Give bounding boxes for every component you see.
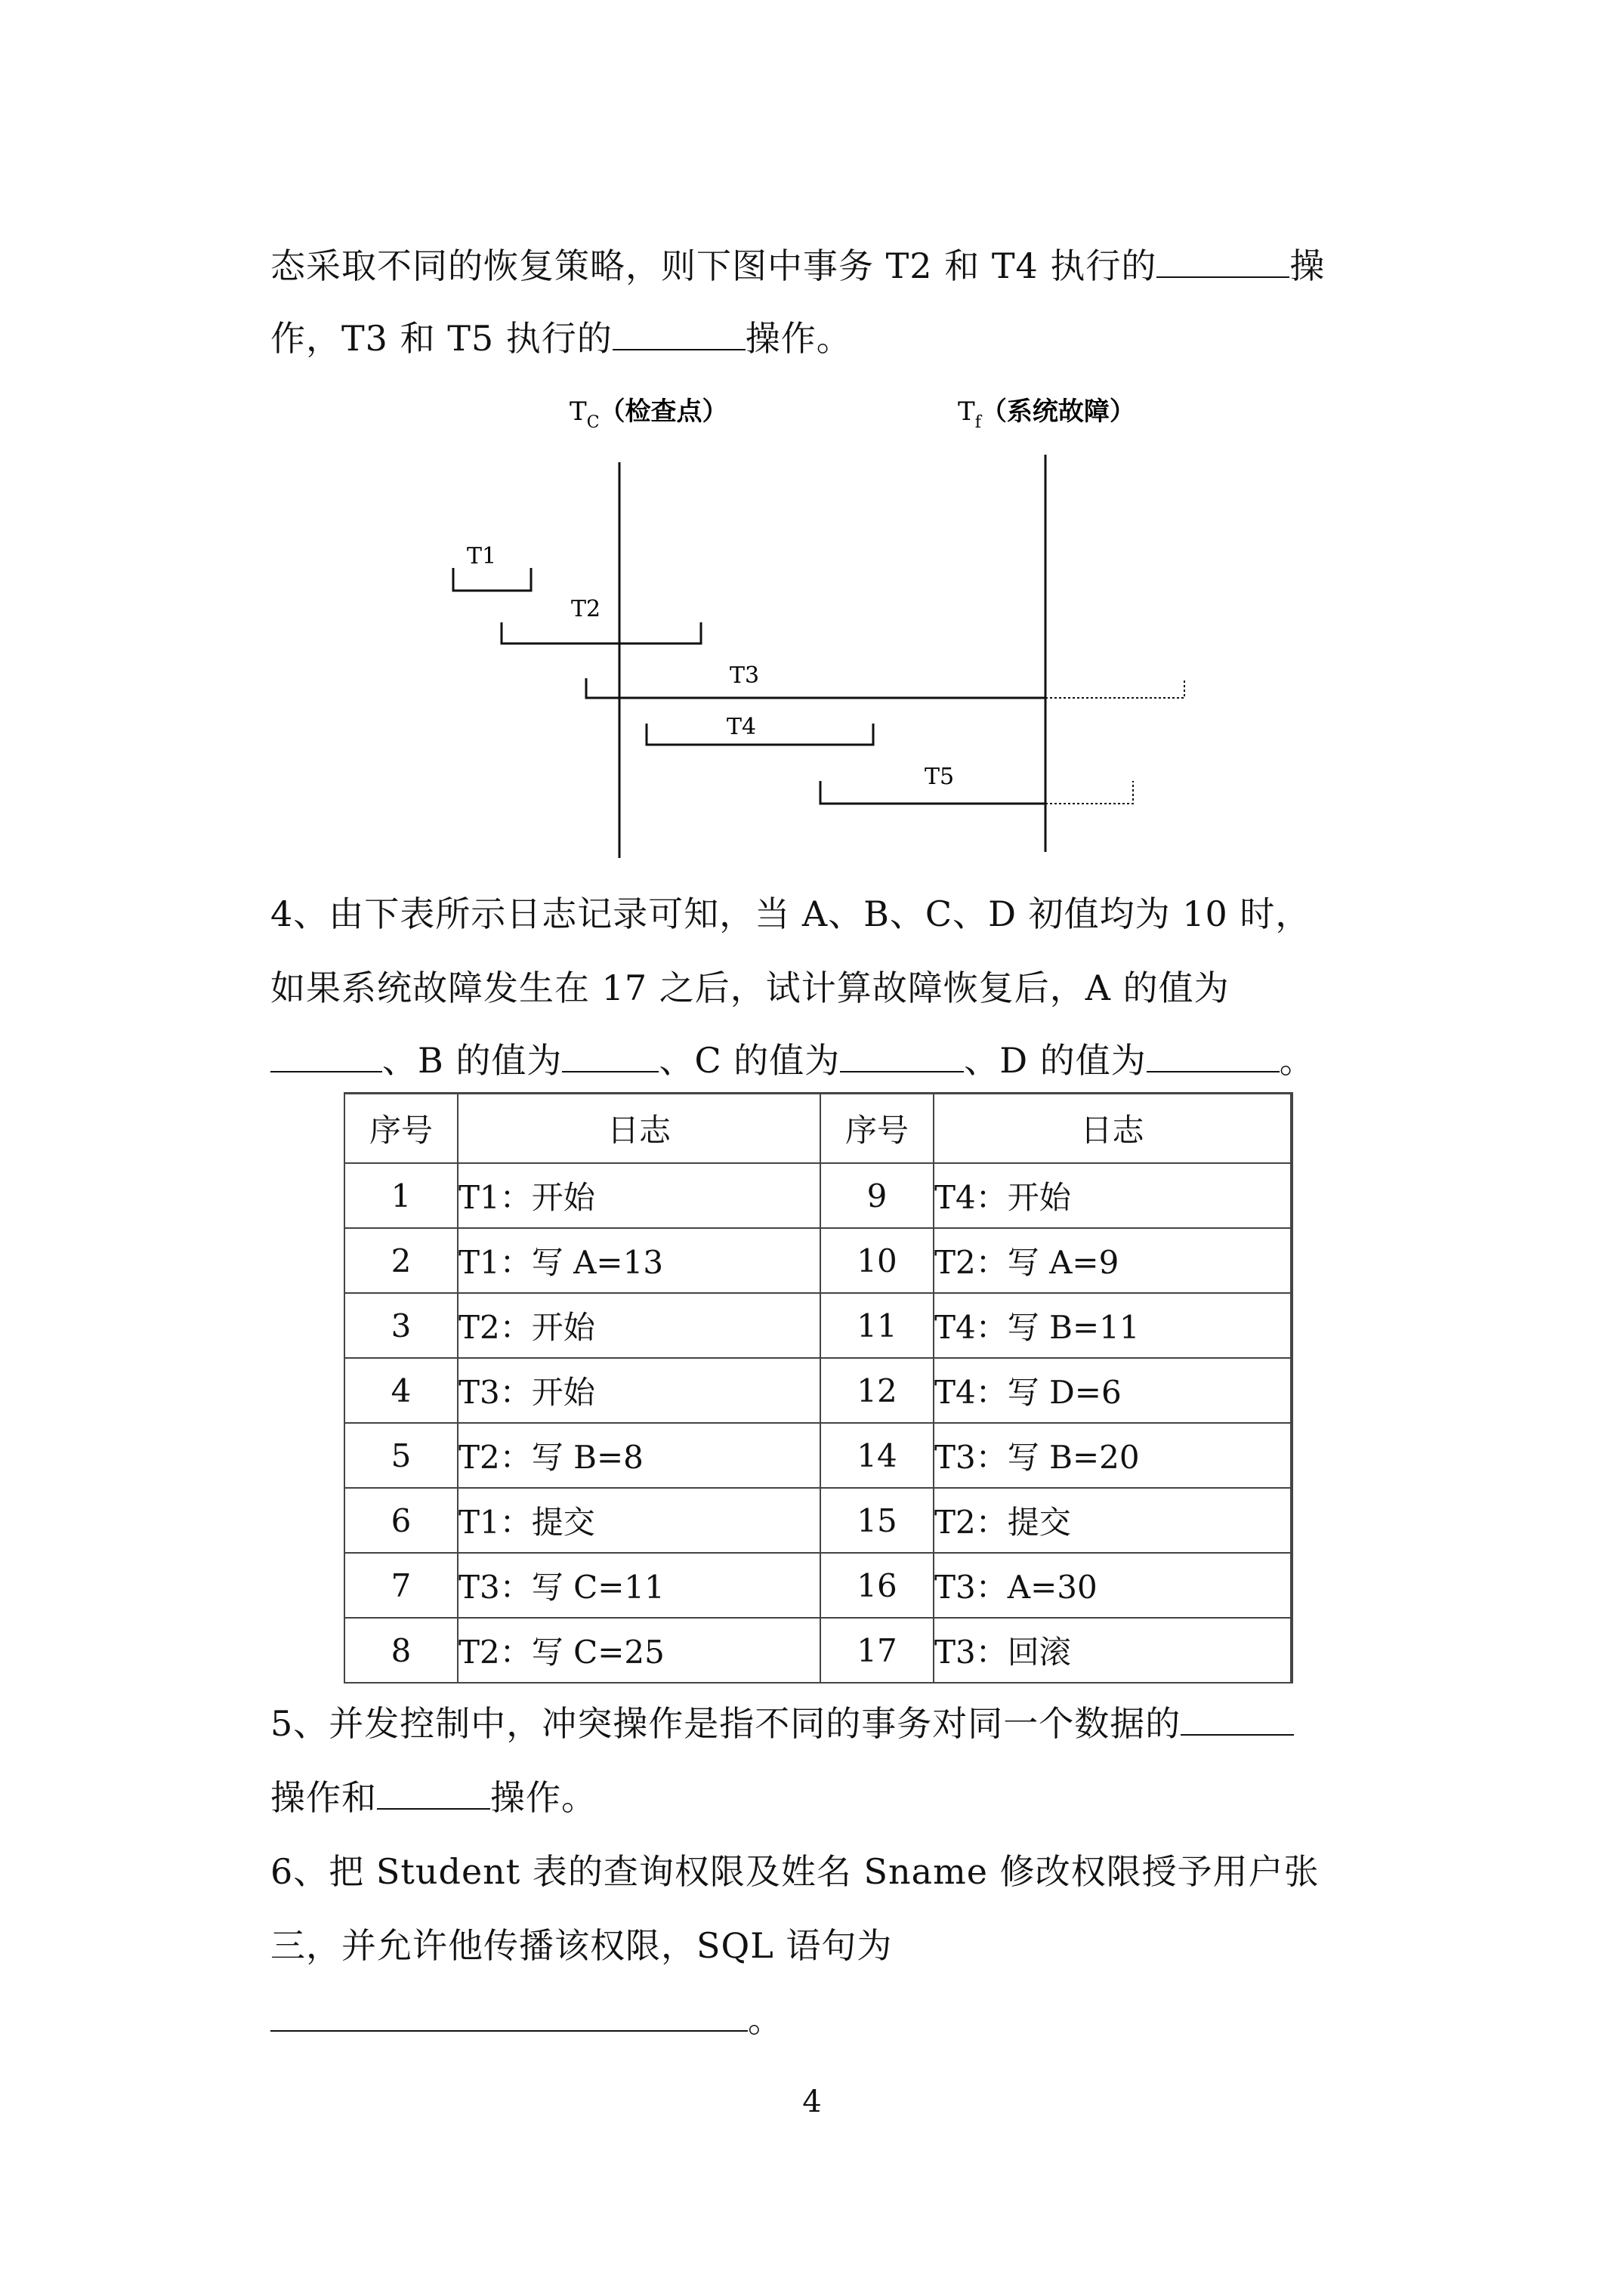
page-number: 4 — [802, 2085, 822, 2119]
transaction-label-t1: T1 — [467, 543, 497, 569]
transaction-bar-t1 — [453, 568, 531, 591]
q4-text: 、C 的值为 — [659, 1040, 841, 1081]
q6-line-2: 三，并允许他传播该权限，SQL 语句为 — [270, 1925, 893, 1966]
transaction-bar-t2 — [502, 622, 701, 643]
log-entry-cell: T4：写 D=6 — [934, 1358, 1292, 1423]
table-row — [344, 1423, 1292, 1488]
intro-text: 操作。 — [745, 318, 852, 359]
transaction-bar-t3-redo — [1045, 678, 1184, 698]
answer-blank-a — [270, 1038, 382, 1072]
transaction-bar-t5-redo — [1045, 781, 1133, 804]
log-entry-cell: T3：开始 — [458, 1358, 820, 1423]
log-seq-cell: 1 — [344, 1163, 458, 1228]
failure-label: $T_f$（系统故障） — [958, 397, 1135, 432]
log-entry-cell: T3：写 B=20 — [934, 1423, 1292, 1488]
answer-blank-d — [1147, 1038, 1280, 1072]
answer-blank — [377, 1775, 490, 1810]
q6-line-3 — [270, 1997, 783, 2042]
log-seq-cell: 2 — [344, 1228, 458, 1293]
transaction-bar-t4 — [647, 724, 873, 745]
log-entry-cell: T3：A=30 — [934, 1553, 1292, 1618]
q4-line-1: 4、由下表所示日志记录可知，当 A、B、C、D 初值均为 10 时， — [270, 893, 1311, 934]
log-entry-cell: T1：写 A=13 — [458, 1228, 820, 1293]
q5-text: 操作和 — [270, 1777, 377, 1818]
log-seq-cell: 3 — [344, 1293, 458, 1358]
q4-text: 、D 的值为 — [964, 1040, 1147, 1081]
q4-line-3 — [270, 1038, 1315, 1083]
answer-blank — [1181, 1701, 1294, 1736]
table-header: 日志 — [934, 1094, 1292, 1164]
table-header: 序号 — [820, 1094, 934, 1164]
log-seq-cell: 11 — [820, 1293, 934, 1358]
log-entry-cell: T1：提交 — [458, 1488, 820, 1553]
log-seq-cell: 5 — [344, 1423, 458, 1488]
table-row — [344, 1618, 1292, 1683]
transaction-label-t2: T2 — [571, 596, 601, 622]
table-header-row — [344, 1094, 1292, 1164]
table-row — [344, 1163, 1292, 1228]
log-entry-cell: T4：开始 — [934, 1163, 1292, 1228]
q4-line-2: 如果系统故障发生在 17 之后，试计算故障恢复后，A 的值为 — [270, 968, 1230, 1008]
table-row — [344, 1228, 1292, 1293]
q4-text: 。 — [1279, 1040, 1315, 1081]
log-seq-cell: 8 — [344, 1618, 458, 1683]
q5-line-2 — [270, 1775, 597, 1820]
transaction-bar-t3 — [586, 678, 1045, 698]
table-row — [344, 1293, 1292, 1358]
q5-text: 操作。 — [490, 1777, 597, 1818]
q6-text: 。 — [748, 1999, 783, 2040]
log-seq-cell: 4 — [344, 1358, 458, 1423]
log-entry-cell: T2：写 A=9 — [934, 1228, 1292, 1293]
transaction-label-t4: T4 — [727, 714, 757, 740]
log-entry-cell: T2：写 C=25 — [458, 1618, 820, 1683]
log-seq-cell: 17 — [820, 1618, 934, 1683]
log-seq-cell: 14 — [820, 1423, 934, 1488]
intro-text: 操 — [1289, 245, 1326, 286]
answer-blank-c — [840, 1038, 964, 1072]
answer-blank-b — [562, 1038, 659, 1072]
log-seq-cell: 6 — [344, 1488, 458, 1553]
log-seq-cell: 12 — [820, 1358, 934, 1423]
log-table — [344, 1092, 1293, 1683]
table-row — [344, 1488, 1292, 1553]
log-seq-cell: 9 — [820, 1163, 934, 1228]
answer-blank-sql — [270, 1997, 748, 2032]
log-seq-cell: 7 — [344, 1553, 458, 1618]
log-entry-cell: T2：写 B=8 — [458, 1423, 820, 1488]
q5-line-1 — [270, 1701, 1294, 1746]
intro-text: 态采取不同的恢复策略，则下图中事务 T2 和 T4 执行的 — [270, 245, 1157, 286]
transaction-label-t3: T3 — [730, 662, 760, 689]
log-entry-cell: T1：开始 — [458, 1163, 820, 1228]
q5-text: 5、并发控制中，冲突操作是指不同的事务对同一个数据的 — [270, 1703, 1181, 1744]
log-seq-cell: 16 — [820, 1553, 934, 1618]
recovery-timeline-diagram — [0, 0, 1624, 876]
checkpoint-label: $T_C$（检查点） — [570, 397, 728, 432]
log-entry-cell: T2：开始 — [458, 1293, 820, 1358]
table-row — [344, 1358, 1292, 1423]
log-entry-cell: T2：提交 — [934, 1488, 1292, 1553]
transaction-label-t5: T5 — [925, 764, 955, 790]
table-row — [344, 1553, 1292, 1618]
q6-line-1: 6、把 Student 表的查询权限及姓名 Sname 修改权限授予用户张 — [270, 1851, 1320, 1892]
table-header: 日志 — [458, 1094, 820, 1164]
log-seq-cell: 15 — [820, 1488, 934, 1553]
log-entry-cell: T3：回滚 — [934, 1618, 1292, 1683]
intro-text: 作，T3 和 T5 执行的 — [270, 318, 613, 359]
log-seq-cell: 10 — [820, 1228, 934, 1293]
table-header: 序号 — [344, 1094, 458, 1164]
log-entry-cell: T3：写 C=11 — [458, 1553, 820, 1618]
q4-text: 、B 的值为 — [382, 1040, 563, 1081]
log-entry-cell: T4：写 B=11 — [934, 1293, 1292, 1358]
